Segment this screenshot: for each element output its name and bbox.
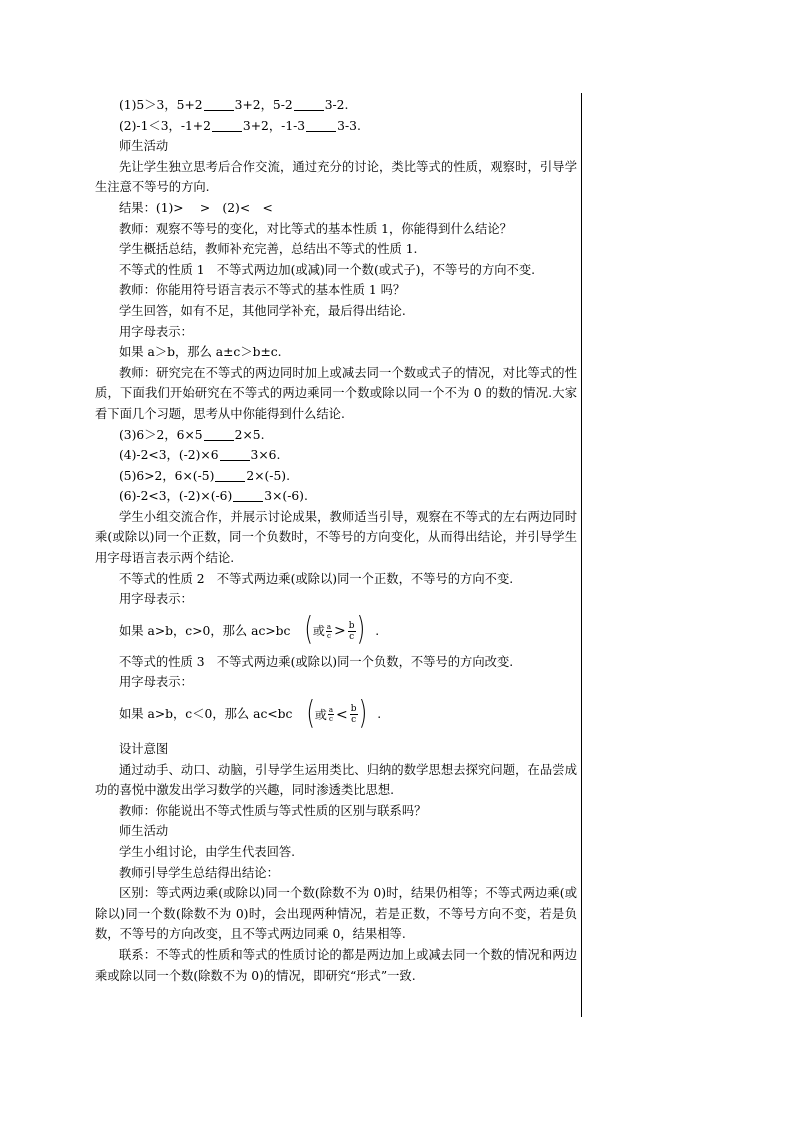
answer-blank[interactable]	[306, 119, 336, 132]
paragraph: 学生概括总结，教师补充完善，总结出不等式的性质 1.	[119, 242, 418, 257]
formula-property-3: 如果 a>b，c＜0，那么 ac<bc ( 或 $\frac{a}{c}$ < $\frac{b}{c}$ ) .	[119, 695, 382, 732]
paragraph: 先让学生独立思考后合作交流，通过充分的讨论，类比等式的性质，观察时，引导学生注意不等号的方向.	[95, 159, 577, 195]
exercise-4: (4)-2<3，(-2)×6 3×6.	[119, 448, 281, 463]
formula-property-2: 如果 a>b，c>0，那么 ac>bc ( 或 $\frac{a}{c}$ > $\frac{b}{c}$ ) .	[119, 612, 380, 649]
answer-blank[interactable]	[220, 448, 250, 461]
property-3: 不等式的性质 3 不等式两边乘(或除以)同一个负数，不等号的方向改变.	[119, 654, 514, 669]
answer-blank[interactable]	[204, 98, 234, 111]
section-heading: 师生活动	[119, 824, 169, 839]
alternate-form: ( 或 $\frac{a}{c}$ > $\frac{b}{c}$ )	[304, 612, 366, 649]
answer-blank[interactable]	[233, 489, 263, 502]
alternate-form: ( 或 $\frac{a}{c}$ < $\frac{b}{c}$ )	[306, 695, 368, 732]
paragraph: 教师引导学生总结得出结论：	[119, 865, 279, 880]
answer-blank[interactable]	[204, 428, 234, 441]
teacher-question: 教师：你能说出不等式性质与等式性质的区别与联系吗？	[119, 803, 427, 818]
fraction: $\frac{b}{c}$	[350, 704, 357, 726]
exercise-1: (1)5＞3，5+2 3+2，5-2 3-2.	[119, 98, 349, 112]
result-line: 结果：(1)> > (2)< <	[119, 200, 273, 215]
paragraph: 用字母表示：	[119, 675, 193, 690]
answer-blank[interactable]	[212, 119, 242, 132]
section-heading: 设计意图	[119, 742, 169, 757]
teacher-question: 教师：你能用符号语言表示不等式的基本性质 1 吗？	[119, 283, 406, 298]
formula-line: 如果 a＞b，那么 a±c＞b±c.	[119, 345, 282, 360]
answer-blank[interactable]	[215, 469, 245, 482]
paragraph: 学生小组交流合作，并展示讨论成果，教师适当引导，观察在不等式的左右两边同时乘(或除以)同一个正数，同一个负数时，不等号的方向变化，从而得出结论，并引导学生用字母语言表示两个结论.	[95, 509, 577, 566]
column-divider	[581, 93, 582, 1017]
exercise-6: (6)-2<3，(-2)×(-6) 3×(-6).	[119, 489, 308, 504]
exercise-2: (2)-1＜3，-1+2 3+2，-1-3 3-3.	[119, 118, 361, 133]
property-2: 不等式的性质 2 不等式两边乘(或除以)同一个正数，不等号的方向不变.	[119, 571, 514, 586]
exercise-5: (5)6>2，6×(-5) 2×(-5).	[119, 468, 290, 483]
paragraph: 学生小组讨论，由学生代表回答.	[119, 845, 296, 859]
lesson-content	[95, 95, 577, 986]
connection-paragraph: 联系：不等式的性质和等式的性质讨论的都是两边加上或减去同一个数的情况和两边乘或除以同一个数(除数不为 0)的情况，即研究“形式”一致.	[95, 947, 577, 983]
teacher-question: 教师：观察不等号的变化，对比等式的基本性质 1，你能得到什么结论？	[119, 221, 512, 236]
exercise-3: (3)6＞2，6×5 2×5.	[119, 427, 265, 442]
property-1: 不等式的性质 1 不等式两边加(或减)同一个数(或式子)，不等号的方向不变.	[119, 262, 536, 277]
paragraph: 用字母表示：	[119, 592, 193, 607]
difference-paragraph: 区别：等式两边乘(或除以)同一个数(除数不为 0)时，结果仍相等；不等式两边乘(或除以)同一个数(除数不为 0)时，会出现两种情况，若是正数，不等号方向不变，若是负数，不等号的方向改变，且不等式两边同乘 0，结果相等.	[95, 886, 577, 942]
paragraph: 学生回答，如有不足，其他同学补充，最后得出结论.	[119, 303, 406, 318]
teacher-paragraph: 教师：研究完在不等式的两边同时加上或减去同一个数或式子的情况，对比等式的性质，下面我们开始研究在不等式的两边乘同一个数或除以同一个不为 0 的数的情况.大家看下面几个习题，思考从中你能得到什么结论.	[95, 365, 577, 421]
section-heading: 师生活动	[119, 139, 169, 154]
fraction: $\frac{b}{c}$	[348, 620, 355, 642]
fraction: $\frac{a}{c}$	[326, 622, 332, 640]
fraction: $\frac{a}{c}$	[328, 706, 334, 724]
paragraph: 用字母表示：	[119, 324, 193, 339]
answer-blank[interactable]	[294, 98, 324, 111]
paragraph: 通过动手、动口、动脑，引导学生运用类比、归纳的数学思想去探究问题，在品尝成功的喜悦中激发出学习数学的兴趣，同时渗透类比思想.	[95, 762, 577, 798]
